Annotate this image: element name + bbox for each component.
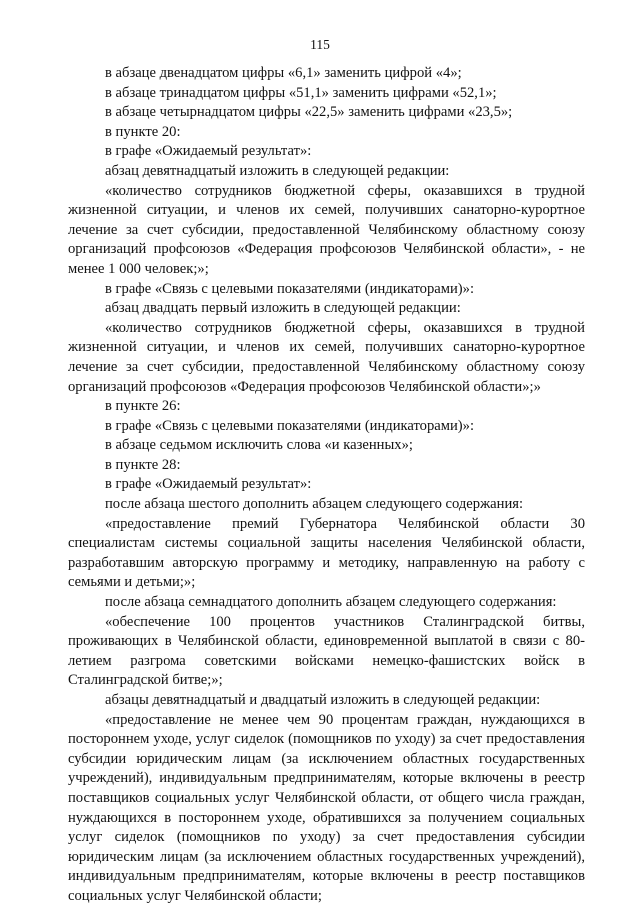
paragraph: в пункте 28: xyxy=(105,456,181,473)
paragraph: после абзаца семнадцатого дополнить абзацем следующего содержания: xyxy=(105,594,557,611)
page-number: 115 xyxy=(310,37,330,52)
paragraph: в абзаце седьмом исключить слова «и казенных»; xyxy=(105,437,413,454)
paragraph: в графе «Связь с целевыми показателями (индикаторами)»: xyxy=(105,280,475,297)
paragraph: «обеспечение 100 процентов участников Сталинградской битвы, проживающих в Челябинской области, единовременной выплатой в связи с 80-летием разгрома советскими войсками немецко-фашистских войск в Сталинградской битве;»; xyxy=(68,613,585,689)
paragraph: в абзаце тринадцатом цифры «51,1» заменить цифрами «52,1»; xyxy=(105,84,497,101)
paragraph: в графе «Ожидаемый результат»: xyxy=(105,476,312,493)
paragraph: в пункте 20: xyxy=(105,123,181,140)
paragraph: абзац девятнадцатый изложить в следующей редакции: xyxy=(105,162,450,179)
paragraph: «предоставление не менее чем 90 процентам граждан, нуждающихся в постороннем уходе, услуг сиделок (помощников по уходу) за счет предоставления субсидии юридическим лицам (за исключением областных государственных учреждений), индивидуальным предпринимателям, которые включены в реестр поставщиков социальных услуг Челябинской области, от общего числа граждан, нуждающихся в постороннем уходе, обратившихся за получением социальных услуг сиделок (помощников по уходу) за счет предоставления субсидии юридическим лицам (за исключением областных государственных учреждений), индивидуальным предпринимателям, которые включены в реестр поставщиков социальных услуг Челябинской области; xyxy=(68,711,585,904)
paragraph: в графе «Ожидаемый результат»: xyxy=(105,143,312,160)
paragraph: «количество сотрудников бюджетной сферы, оказавшихся в трудной жизненной ситуации, и членов их семей, получивших санаторно-курортное лечение за счет субсидии, предоставленной Челябинскому областному союзу организаций профсоюзов «Федерация профсоюзов Челябинской области», - не менее 1 000 человек;»; xyxy=(68,182,585,277)
paragraph: абзац двадцать первый изложить в следующей редакции: xyxy=(105,300,461,317)
paragraph: в абзаце четырнадцатом цифры «22,5» заменить цифрами «23,5»; xyxy=(105,104,513,121)
paragraph: абзацы девятнадцатый и двадцатый изложить в следующей редакции: xyxy=(105,692,541,708)
paragraph: после абзаца шестого дополнить абзацем следующего содержания: xyxy=(105,496,524,513)
paragraph: в абзаце двенадцатом цифры «6,1» заменить цифрой «4»; xyxy=(105,65,462,81)
paragraph: в графе «Связь с целевыми показателями (индикаторами)»: xyxy=(105,417,475,434)
document-body xyxy=(68,64,585,907)
paragraph: в пункте 26: xyxy=(105,398,181,415)
paragraph: «количество сотрудников бюджетной сферы, оказавшихся в трудной жизненной ситуации, и членов их семей, получивших санаторно-курортное лечение за счет субсидии, предоставленной Челябинскому областному союзу организаций профсоюзов «Федерация профсоюзов Челябинской области»;» xyxy=(68,319,585,395)
paragraph: «предоставление премий Губернатора Челябинской области 30 специалистам системы социальной защиты населения Челябинской области, разработавшим авторскую программу и методику, направленную на работу с семьями и детьми;»; xyxy=(68,515,585,591)
